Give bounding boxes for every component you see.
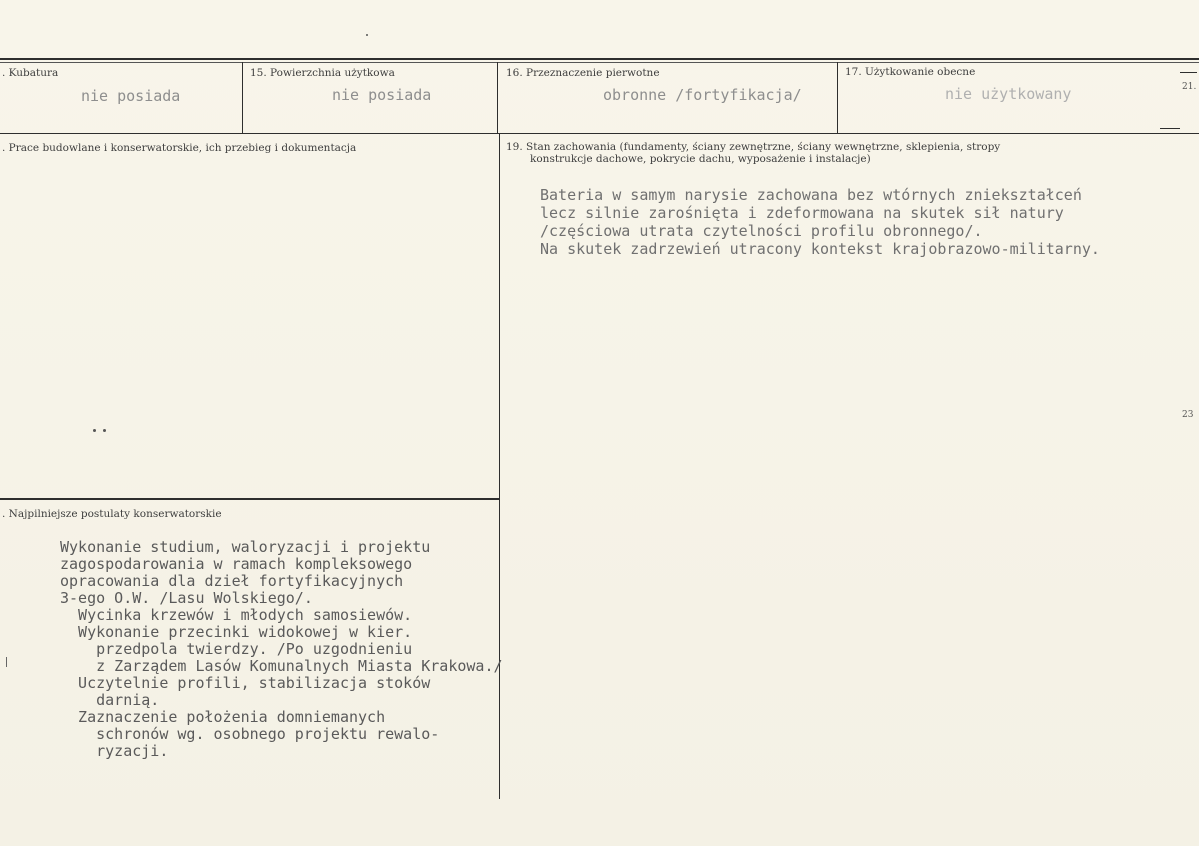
row1-right-stub — [1160, 128, 1180, 129]
field-20-text-line: zagospodarowania w ramach kompleksowego — [60, 555, 413, 573]
field-15-value: nie posiada — [332, 86, 432, 104]
ink-dot — [93, 429, 96, 432]
field-19-label: 19. Stan zachowania (fundamenty, ściany zewnętrzne, ściany wewnętrzne, sklepienia, stropy — [506, 141, 1001, 153]
margin-number-top: 21. — [1182, 82, 1197, 92]
field-19-text-line: Na skutek zadrzewień utracony kontekst krajobrazowo-militarny. — [540, 240, 1100, 258]
main-vertical-divider — [499, 133, 500, 799]
field-18-label: . Prace budowlane i konserwatorskie, ich przebieg i dokumentacja — [2, 142, 357, 154]
top-rule — [0, 58, 1199, 60]
field-19-text-line: lecz silnie zarośnięta i zdeformowana na skutek sił natury — [540, 204, 1064, 222]
field-20-text-line: Wycinka krzewów i młodych samosiewów. — [60, 606, 413, 624]
divider-16-17 — [837, 62, 838, 133]
divider-14-15 — [242, 62, 243, 133]
field-20-text-line: z Zarządem Lasów Komunalnych Miasta Krakowa./ — [60, 657, 503, 675]
field-17-label: 17. Użytkowanie obecne — [845, 66, 976, 78]
field-20-text-line: Wykonanie przecinki widokowej w kier. — [60, 623, 413, 641]
field-19-text-line: Bateria w samym narysie zachowana bez wtórnych zniekształceń — [540, 186, 1082, 204]
field-20-text-line: Wykonanie studium, waloryzacji i projektu — [60, 538, 431, 556]
field-20-text-line: schronów wg. osobnego projektu rewalo- — [60, 725, 440, 743]
field-14-label: . Kubatura — [2, 67, 59, 79]
field-20-text-line: opracowania dla dzieł fortyfikacyjnych — [60, 572, 404, 590]
field-20-text-line: darnią. — [60, 691, 160, 709]
field-19-label-continued: konstrukcje dachowe, pokrycie dachu, wyposażenie i instalacje) — [530, 153, 871, 165]
field-17-value: nie użytkowany — [945, 85, 1072, 103]
right-edge-rule — [1180, 72, 1197, 73]
row1-bottom-rule — [0, 133, 1199, 134]
field-20-text-line: Zaznaczenie położenia domniemanych — [60, 708, 386, 726]
margin-number-mid: 23 — [1182, 410, 1194, 420]
left-margin-tick — [6, 657, 7, 667]
ink-dot — [103, 429, 106, 432]
field-20-label: . Najpilniejsze postulaty konserwatorskie — [2, 508, 222, 520]
section-18-20-rule — [0, 498, 499, 500]
field-15-label: 15. Powierzchnia użytkowa — [250, 67, 395, 79]
top-rule-thin — [0, 62, 1199, 63]
field-14-value: nie posiada — [81, 87, 181, 105]
field-19-text-line: /częściowa utrata czytelności profilu obronnego/. — [540, 222, 983, 240]
ink-dot — [366, 34, 368, 36]
field-16-value: obronne /fortyfikacja/ — [603, 86, 802, 104]
field-20-text-line: 3-ego O.W. /Lasu Wolskiego/. — [60, 589, 313, 607]
field-20-text-line: przedpola twierdzy. /Po uzgodnieniu — [60, 640, 413, 658]
field-20-text-line: Uczytelnie profili, stabilizacja stoków — [60, 674, 431, 692]
field-16-label: 16. Przeznaczenie pierwotne — [506, 67, 660, 79]
field-20-text-line: ryzacji. — [60, 742, 169, 760]
divider-15-16 — [497, 62, 498, 133]
